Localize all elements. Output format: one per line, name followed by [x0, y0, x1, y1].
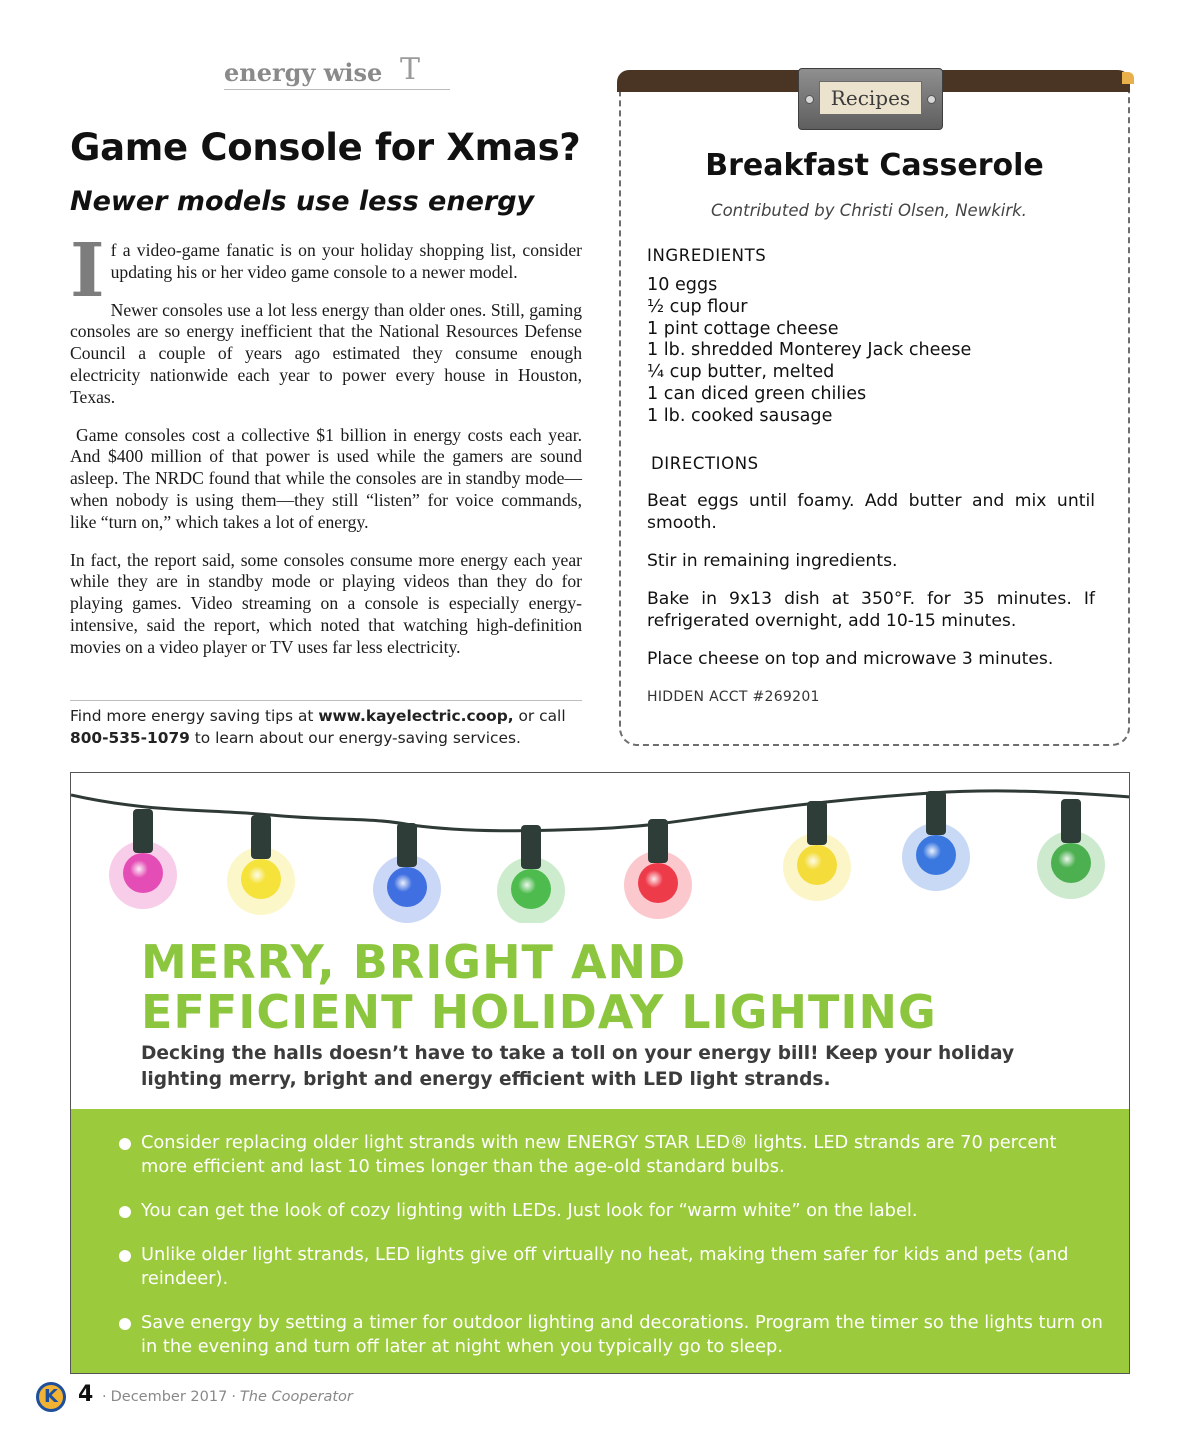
tip-item: Consider replacing older light strands with new ENERGY STAR LED® lights. LED strands are 70 percent more efficient and last 10 times longer than the age-old standard bulbs. [117, 1131, 1107, 1179]
ingredient-item: ½ cup flour [647, 296, 748, 317]
paragraph-text: f a video-game fanatic is on your holiday shopping list, consider updating his or her video game console to a newer model. [110, 240, 582, 282]
direction-step: Stir in remaining ingredients. [647, 551, 898, 571]
ad-subhead: Decking the halls doesn’t have to take a toll on your energy bill! Keep your holiday lighting merry, bright and energy efficient with LED light strands. [141, 1043, 1015, 1090]
recipe-title: Breakfast Casserole [705, 148, 1044, 183]
direction-step: Place cheese on top and microwave 3 minutes. [647, 649, 1054, 669]
tip-item: You can get the look of cozy lighting with LEDs. Just look for “warm white” on the label. [117, 1199, 1107, 1223]
cooperative-logo-icon: K [36, 1382, 66, 1412]
ingredients-heading: INGREDIENTS [647, 246, 767, 265]
ingredient-item: 1 pint cottage cheese [647, 318, 839, 339]
page-footer [36, 1382, 536, 1412]
bulbs-group [109, 791, 1105, 923]
energy-tips-footnote [70, 700, 582, 749]
ad-headline [141, 937, 1101, 1037]
holiday-lighting-ad [70, 772, 1130, 1374]
light-bulb-icon [624, 819, 692, 919]
ingredient-item: ¼ cup butter, melted [647, 362, 835, 383]
footnote-text: to learn about our energy-saving services. [189, 729, 521, 747]
direction-step: Beat eggs until foamy. Add butter and mix until smooth. [647, 491, 1095, 533]
tip-item: Save energy by setting a timer for outdoor lighting and decorations. Program the timer so the lights turn on in the evening and turn off later at night when you typically go to sleep. [117, 1311, 1107, 1359]
website-link[interactable]: www.kayelectric.coop, [318, 707, 514, 725]
article-subhead: Newer models use less energy [70, 186, 535, 217]
recipe-tab-label: Recipes [819, 81, 922, 115]
ingredients-list [647, 275, 1107, 428]
kicker-label: energy wise [224, 58, 383, 87]
light-bulb-icon [783, 801, 851, 901]
light-bulb-icon [227, 815, 295, 915]
rivet-icon [805, 95, 814, 104]
article-paragraph: Game consoles cost a collective $1 billion in energy costs each year. And $400 million of that power is used while the gamers are sound asleep. The NRDC found that while the consoles are in standby mode—when nobody is using them—they still “listen” for voice commands, like “turn on,” which takes a lot of energy. [70, 424, 582, 532]
section-kicker [224, 52, 450, 90]
recipe-tab-plate [798, 68, 943, 130]
ad-headline-line: MERRY, BRIGHT AND [141, 935, 687, 989]
footnote-text: or call [513, 707, 566, 725]
light-bulb-icon [373, 823, 441, 923]
light-bulb-icon [109, 809, 177, 909]
issue-line: · December 2017 · The Cooperator [102, 1389, 353, 1405]
ingredient-item: 1 lb. cooked sausage [647, 405, 833, 426]
light-bulb-icon [497, 825, 565, 923]
article-body [70, 228, 582, 675]
wire [71, 791, 1130, 831]
page-number: 4 [78, 1382, 94, 1407]
light-bulb-icon [902, 791, 970, 891]
drop-cap: I [70, 228, 105, 314]
ingredient-item: 1 can diced green chilies [647, 383, 867, 404]
footnote-text: Find more energy saving tips at [70, 707, 319, 725]
article-headline: Game Console for Xmas? [70, 126, 581, 169]
publication-name: The Cooperator [239, 1389, 353, 1405]
directions-heading: DIRECTIONS [651, 454, 759, 473]
phone-number: 800-535-1079 [70, 729, 190, 747]
issue-date: December 2017 [110, 1389, 228, 1405]
ingredient-item: 10 eggs [647, 275, 718, 295]
article-paragraph: In fact, the report said, some consoles consume more energy each year while they are in standby mode or playing videos than they do for playing games. Video streaming on a console is especially energy-intensive, said the report, which noted that watching high-definition movies on a video player or TV uses far less electricity. [70, 549, 582, 657]
ad-tips-panel [71, 1109, 1130, 1374]
ingredient-item: 1 lb. shredded Monterey Jack cheese [647, 340, 972, 361]
light-strand-illustration [71, 773, 1130, 923]
direction-step: Bake in 9x13 dish at 350°F. for 35 minutes. If refrigerated overnight, add 10-15 minutes. [647, 589, 1095, 631]
article-paragraph [70, 228, 582, 314]
ad-headline-line: EFFICIENT HOLIDAY LIGHTING [141, 985, 937, 1039]
rivet-icon [927, 95, 936, 104]
directions-list [647, 490, 1095, 686]
hidden-account-number: HIDDEN ACCT #269201 [647, 689, 820, 705]
tips-list [117, 1131, 1107, 1374]
recipe-contributor: Contributed by Christi Olsen, Newkirk. [711, 201, 1027, 220]
tip-item: Unlike older light strands, LED lights give off virtually no heat, making them safer for kids and pets (and reindeer). [117, 1243, 1107, 1291]
article-paragraph: Newer consoles use a lot less energy than older ones. Still, gaming consoles are so energy inefficient that the National Resources Defense Council a couple of years ago estimated they consume enough electricity nationwide each year to power every house in Houston, Texas. [70, 299, 582, 407]
lightbulb-icon: T [400, 52, 421, 87]
light-bulb-icon [1037, 799, 1105, 899]
